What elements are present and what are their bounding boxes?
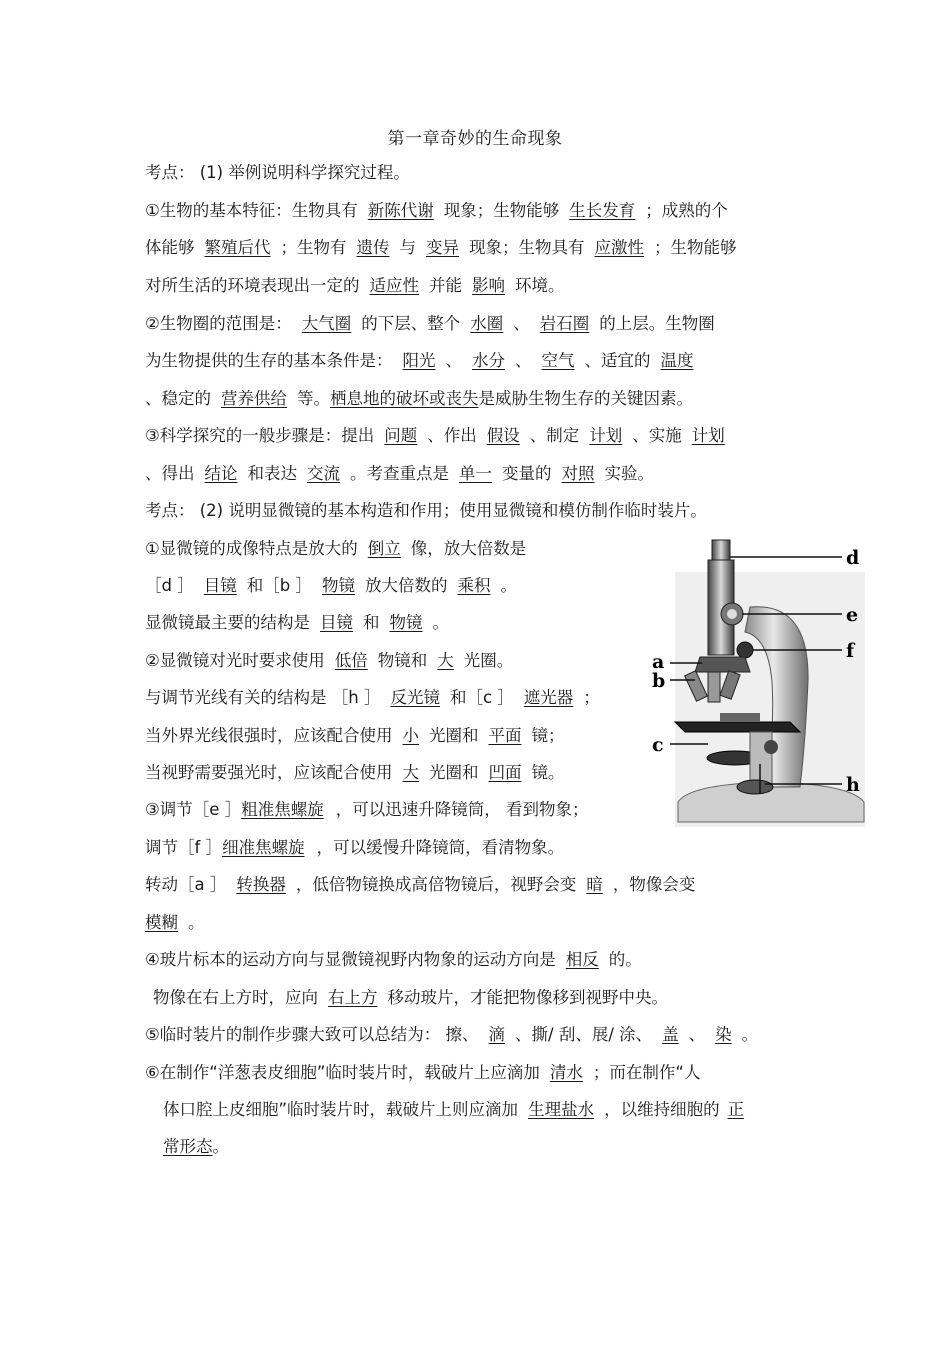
text: 。: [741, 1025, 759, 1044]
text: 当视野需要强光时，应该配合使用: [145, 763, 393, 782]
answer-blank: 营养供给: [221, 389, 287, 408]
answer-blank: 平面: [488, 726, 522, 745]
m1-line3: [145, 610, 449, 636]
answer-blank: 生理盐水: [528, 1100, 595, 1119]
text: 变量的: [502, 464, 552, 483]
text: 当外界光线很强时，应该配合使用: [145, 726, 393, 745]
m2-line4: [145, 760, 565, 786]
text: 和表达: [247, 464, 297, 483]
text: 的上层。生物圈: [599, 314, 715, 333]
text: ；而在制作“人: [592, 1063, 701, 1082]
answer-blank: 右上方: [328, 988, 378, 1007]
answer-blank: 温度: [660, 351, 694, 370]
answer-blank: 应激性: [594, 238, 644, 257]
text: 移动玻片，才能把物像移到视野中央。: [387, 988, 668, 1007]
answer-blank: 适应性: [369, 276, 419, 295]
text: 像，放大倍数是: [410, 539, 527, 558]
text: 实验。: [604, 464, 654, 483]
text: 、实施: [632, 426, 682, 445]
text: 现象；生物具有: [469, 238, 585, 257]
text: 和: [363, 613, 380, 632]
text: ，低倍物镜换成高倍物镜后，视野会变: [295, 875, 577, 894]
text: 环境。: [515, 276, 565, 295]
answer-blank: 常形态: [163, 1137, 213, 1156]
text: 体能够: [145, 238, 195, 257]
text: ；成熟的个: [645, 201, 728, 220]
text: 是威胁生物生存的关键因素。: [478, 389, 693, 408]
key-point-label: 考点：: [145, 163, 195, 182]
text: 光圈和: [429, 726, 479, 745]
m3-line1: [145, 797, 588, 823]
answer-blank: 暗: [586, 875, 603, 894]
m2-line3: [145, 723, 565, 749]
s3-line2: [145, 461, 654, 487]
text: 镜。: [531, 763, 565, 782]
s2-line1: [145, 311, 715, 337]
answer-blank: 乘积: [457, 576, 491, 595]
answer-blank: 遗传: [356, 238, 390, 257]
label-h: h: [846, 774, 860, 796]
coarse-knob-center: [727, 609, 737, 619]
pillar: [750, 732, 772, 787]
label-b: b: [652, 670, 666, 692]
text: 与: [399, 238, 416, 257]
text: ⑤临时装片的制作步骤大致可以总结为： 擦、: [145, 1025, 479, 1044]
answer-blank: 粗准焦螺旋: [241, 800, 324, 819]
text: 、: [513, 314, 530, 333]
text: ；: [583, 688, 600, 707]
text: ，可以迅速升降镜筒， 看到物象；: [335, 800, 589, 819]
key-point-label: 考点：: [145, 501, 195, 520]
text: ③科学探究的一般步骤是：提出: [145, 426, 375, 445]
answer-blank: 反光镜: [390, 688, 440, 707]
m6-line1: [145, 1060, 700, 1086]
answer-blank: 计划: [691, 426, 725, 445]
answer-blank: 物镜: [321, 576, 355, 595]
text: 、: [515, 351, 532, 370]
m4-line1: [145, 947, 642, 973]
answer-blank: 对照: [561, 464, 595, 483]
eyepiece: [712, 540, 730, 562]
m4-line2: [153, 985, 668, 1011]
fine-knob: [737, 642, 753, 658]
text: ，以维持细胞的: [604, 1100, 720, 1119]
s1-line2: [145, 235, 737, 261]
answer-blank: 阳光: [402, 351, 436, 370]
answer-blank: 相反: [565, 950, 599, 969]
answer-blank: 结论: [204, 464, 238, 483]
m1-line2: [145, 573, 517, 599]
text: 镜；: [531, 726, 565, 745]
m2-line2: [145, 685, 600, 711]
m3-line2: [145, 835, 564, 861]
answer-blank: 变异: [426, 238, 459, 257]
stage: [675, 722, 800, 732]
m6-line2: [163, 1097, 744, 1123]
key-point-text: (1) 举例说明科学探究过程。: [199, 163, 410, 182]
text: 物镜和: [377, 651, 428, 670]
text: 和［c ］: [449, 688, 514, 707]
text: 、作出: [427, 426, 477, 445]
text: 、适宜的: [584, 351, 651, 370]
text: ②显微镜对光时要求使用: [145, 651, 325, 670]
answer-blank: 单一: [459, 464, 492, 483]
s1-line1: [145, 198, 728, 224]
answer-blank: 凹面: [488, 763, 522, 782]
answer-blank: 目镜: [320, 613, 353, 632]
text: 、撕/ 刮、展/ 涂、: [515, 1025, 653, 1044]
m3-line4: [145, 910, 205, 936]
answer-blank: 大气圈: [301, 314, 352, 333]
answer-blank: 小: [402, 726, 419, 745]
text: 。: [188, 913, 205, 932]
answer-blank: 目镜: [203, 576, 237, 595]
answer-blank: 低倍: [334, 651, 368, 670]
text: 现象；生物能够: [443, 201, 560, 220]
text: 光圈和: [429, 763, 479, 782]
answer-blank: 新陈代谢: [367, 201, 434, 220]
answer-blank: 问题: [384, 426, 418, 445]
text: 、稳定的: [145, 389, 211, 408]
label-a: a: [652, 651, 665, 673]
key-point-text: (2) 说明显微镜的基本构造和作用；使用显微镜和模仿制作临时装片。: [199, 501, 707, 520]
m3-line3: [145, 872, 695, 898]
answer-blank: 假设: [486, 426, 520, 445]
text: 和［b ］: [246, 576, 312, 595]
answer-blank: 交流: [307, 464, 340, 483]
emblem: [764, 740, 778, 754]
s3-line1: [145, 423, 735, 449]
text: 调节［f ］: [145, 838, 223, 857]
text: 放大倍数的: [364, 576, 448, 595]
answer-blank: 计划: [589, 426, 623, 445]
answer-blank: 模糊: [145, 913, 178, 932]
text: ②生物圈的范围是：: [145, 314, 292, 333]
answer-blank: 物镜: [389, 613, 423, 632]
answer-blank: 繁殖后代: [204, 238, 271, 257]
label-e: e: [846, 604, 859, 626]
s2-line2: [145, 348, 704, 374]
text: 等。: [297, 389, 330, 408]
text: ；生物能够: [654, 238, 737, 257]
text: ①显微镜的成像特点是放大的: [145, 539, 358, 558]
answer-blank: 生长发育: [569, 201, 636, 220]
text: 体口腔上皮细胞”临时装片时，载破片上则应滴加: [163, 1100, 519, 1119]
text: 对所生活的环境表现出一定的: [145, 276, 360, 295]
m1-line1: [145, 536, 526, 562]
text: ④玻片标本的运动方向与显微镜视野内物象的运动方向是: [145, 950, 556, 969]
m6-line3: [163, 1134, 229, 1160]
answer-blank: 正: [727, 1100, 745, 1119]
answer-blank: 水圈: [470, 314, 504, 333]
text: 、: [445, 351, 462, 370]
answer-blank: 盖: [662, 1025, 679, 1044]
answer-blank: 大: [437, 651, 454, 670]
s1-line3: [145, 273, 565, 299]
text: ，物像会变: [612, 875, 696, 894]
answer-blank: 转换器: [236, 875, 286, 894]
answer-blank: 岩石圈: [539, 314, 590, 333]
text: 的。: [608, 950, 642, 969]
answer-blank: 大: [402, 763, 419, 782]
text: 光圈。: [463, 651, 514, 670]
text: 、: [688, 1025, 706, 1044]
label-d: d: [846, 547, 860, 569]
text: 转动［a ］: [145, 875, 227, 894]
text: 与调节光线有关的结构是 ［h ］: [145, 688, 381, 707]
answer-blank: 水分: [472, 351, 505, 370]
objective-lens: [708, 672, 720, 702]
text: ，可以缓慢升降镜筒，看清物象。: [316, 838, 565, 857]
m5-line1: [145, 1022, 758, 1048]
answer-blank: 影响: [472, 276, 505, 295]
answer-blank: 滴: [488, 1025, 506, 1044]
m2-line1: [145, 648, 513, 674]
s2-line3: [145, 386, 693, 412]
answer-blank: 清水: [549, 1063, 583, 1082]
text: ①生物的基本特征：生物具有: [145, 201, 358, 220]
text: ⑥在制作“洋葱表皮细胞”临时装片时，载破片上应滴加: [145, 1063, 540, 1082]
answer-blank: 细准焦螺旋: [222, 838, 305, 857]
text: 。考查重点是: [350, 464, 449, 483]
text: 物像在右上方时，应向: [153, 988, 318, 1007]
text: ［d ］: [145, 576, 194, 595]
stage-clip: [720, 713, 760, 722]
answer-blank: 染: [715, 1025, 732, 1044]
answer-blank: 倒立: [367, 539, 401, 558]
microscope-figure: [650, 532, 865, 827]
key-point-2: [145, 498, 707, 524]
text: 。: [500, 576, 517, 595]
key-point-1: [145, 160, 410, 186]
text: 。: [212, 1137, 229, 1156]
text: ③调节［e ］: [145, 800, 242, 819]
mirror: [737, 780, 773, 794]
answer-blank: 遮光器: [523, 688, 574, 707]
text: 的下层、整个: [361, 314, 461, 333]
text: 显微镜最主要的结构是: [145, 613, 310, 632]
text: 。: [432, 613, 449, 632]
label-f: f: [846, 640, 855, 662]
nosepiece: [695, 657, 750, 672]
text: ；生物有: [280, 238, 347, 257]
page-title: 第一章奇妙的生命现象: [387, 129, 563, 149]
text: 、制定: [529, 426, 580, 445]
answer-blank: 栖息地的破坏或丧失: [330, 389, 479, 408]
text: 并能: [429, 276, 462, 295]
answer-blank: 空气: [541, 351, 575, 370]
label-c: c: [652, 734, 664, 756]
text: 为生物提供的生存的基本条件是：: [145, 351, 393, 370]
text: 、得出: [145, 464, 195, 483]
